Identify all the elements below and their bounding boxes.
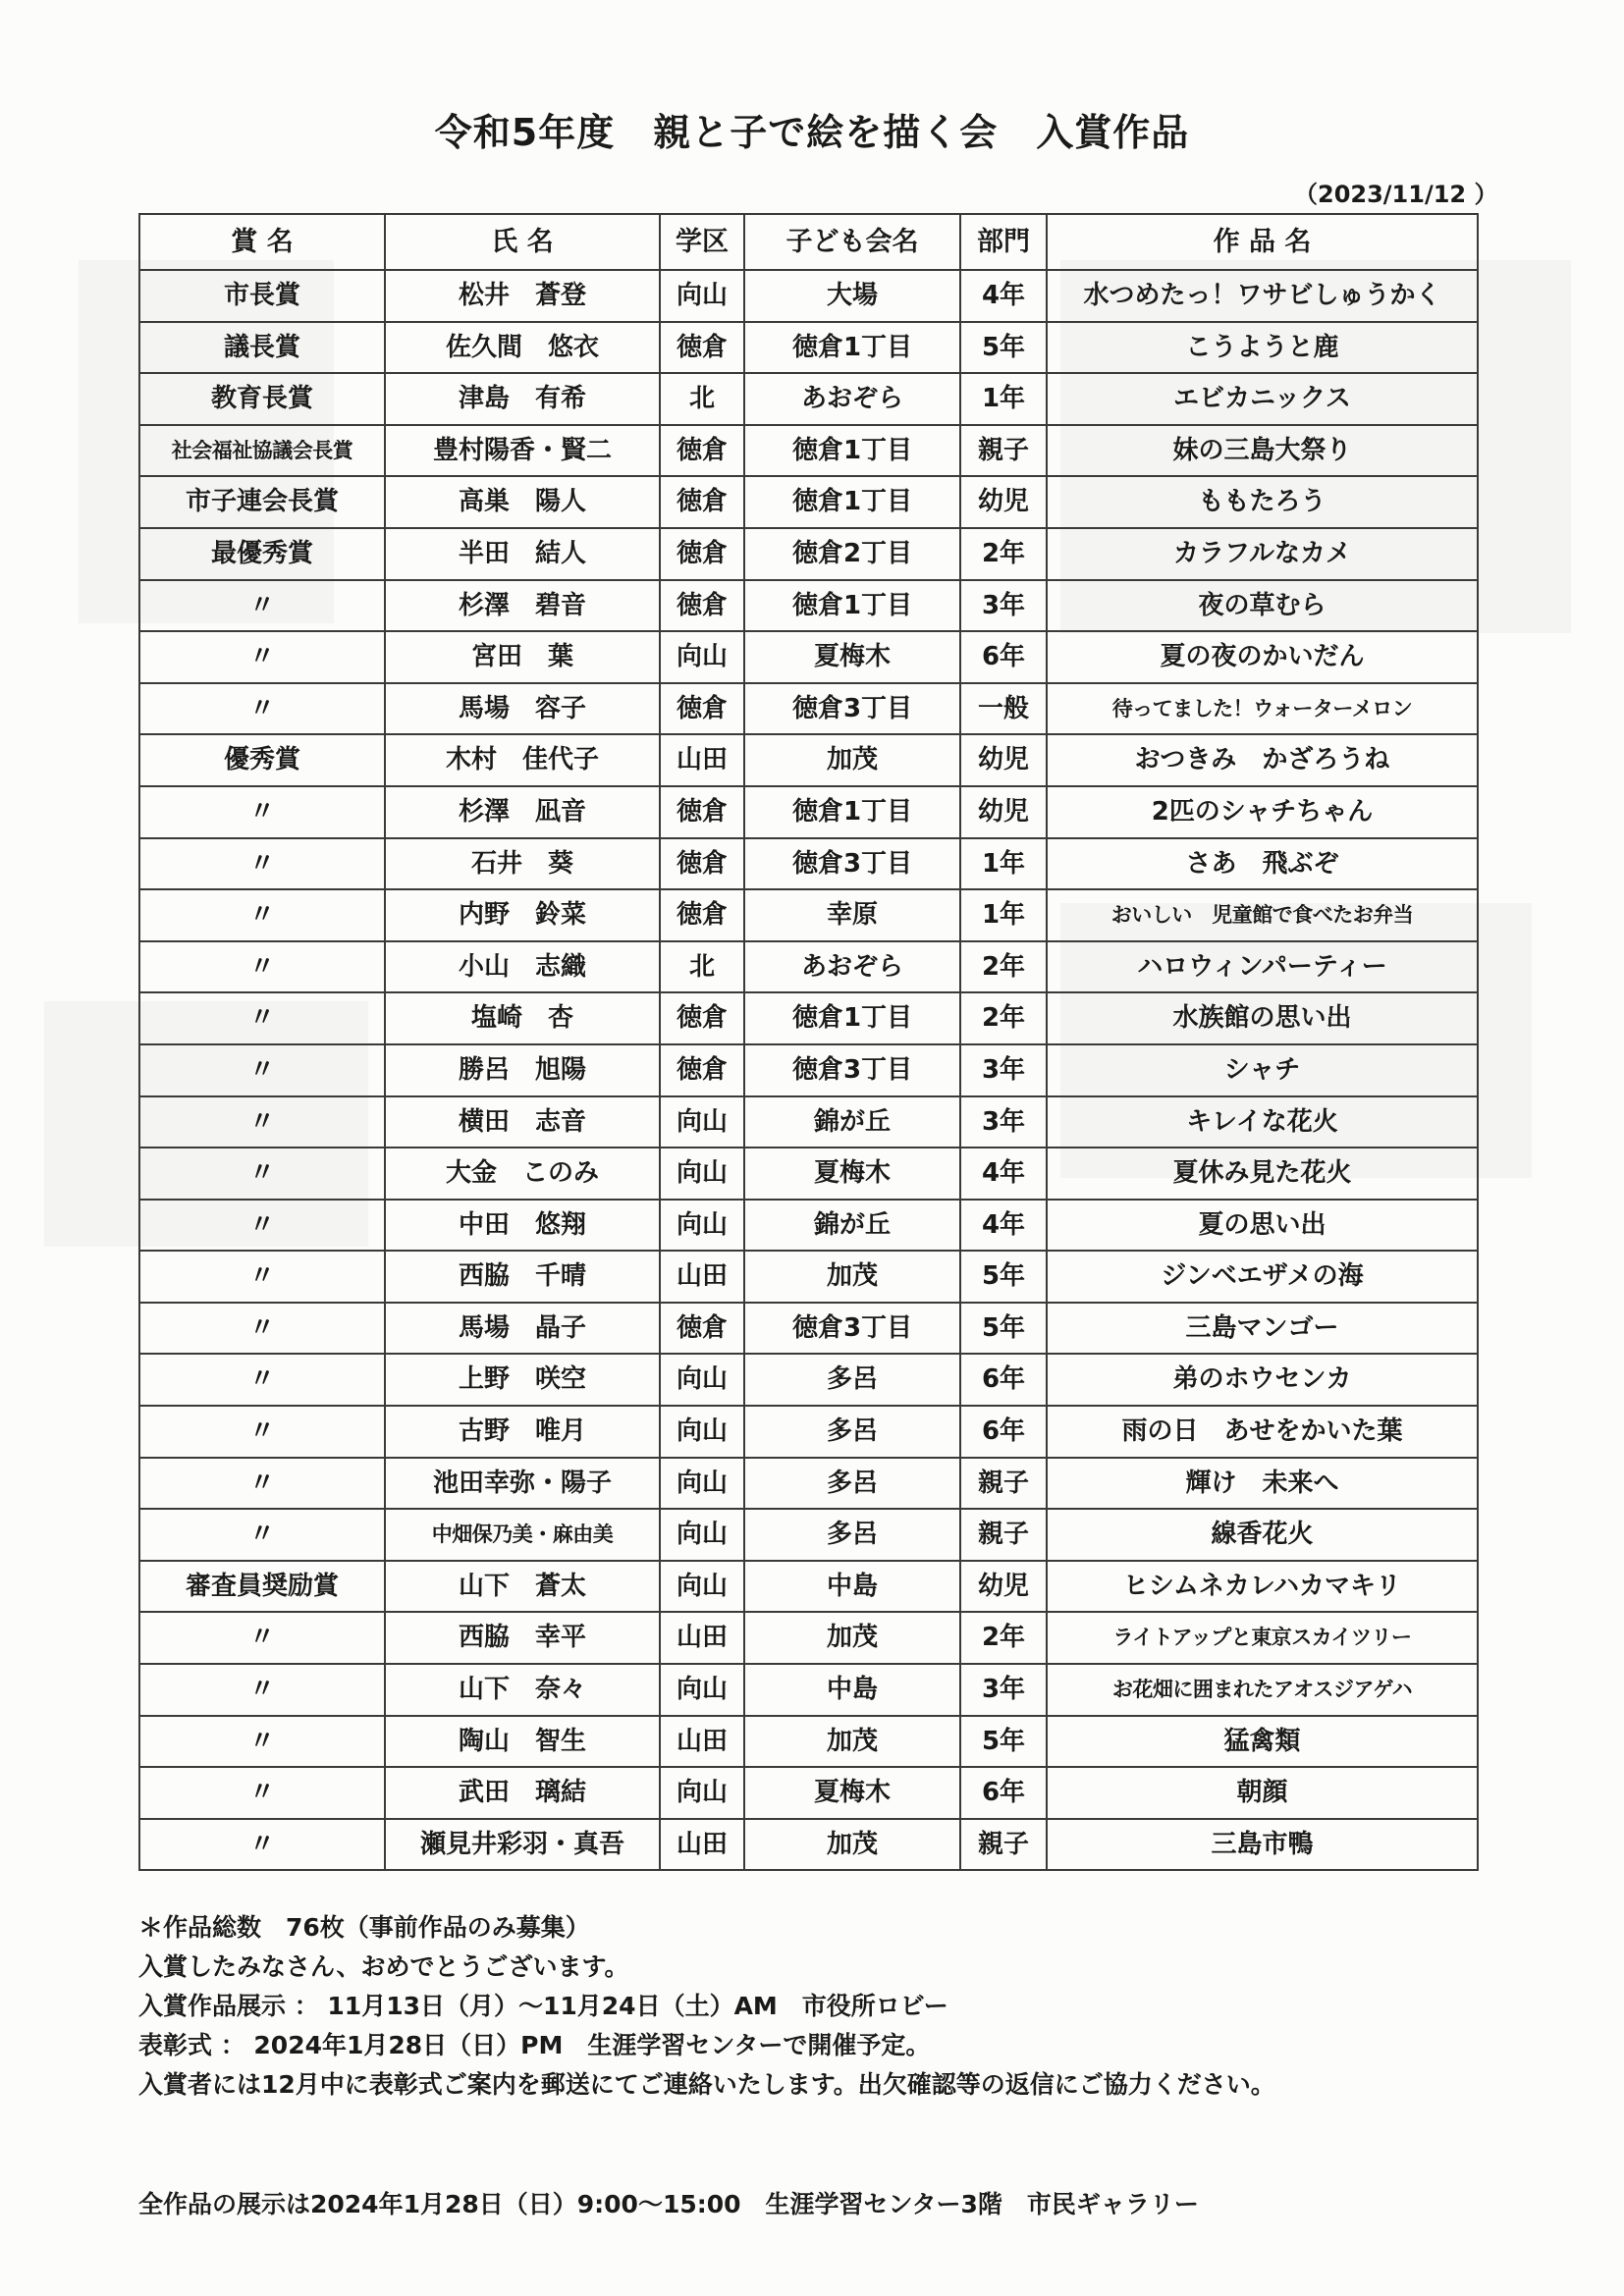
table-row xyxy=(139,1354,1478,1406)
school-district-cell: 向山 xyxy=(660,631,744,683)
division-cell: 6年 xyxy=(960,1354,1047,1406)
club-cell: 徳倉1丁目 xyxy=(744,322,960,374)
school-district-cell: 徳倉 xyxy=(660,683,744,735)
school-district-cell: 徳倉 xyxy=(660,580,744,632)
club-cell: 大場 xyxy=(744,270,960,322)
division-cell: 3年 xyxy=(960,1096,1047,1148)
club-cell: 徳倉3丁目 xyxy=(744,1303,960,1355)
club-cell: 徳倉1丁目 xyxy=(744,992,960,1044)
table-row xyxy=(139,1509,1478,1561)
work-title-cell: 弟のホウセンカ xyxy=(1047,1354,1478,1406)
school-district-cell: 山田 xyxy=(660,1716,744,1768)
name-cell: 池田幸弥・陽子 xyxy=(385,1458,660,1510)
club-cell: 夏梅木 xyxy=(744,631,960,683)
name-cell: 古野 唯月 xyxy=(385,1406,660,1458)
club-cell: 中島 xyxy=(744,1561,960,1613)
work-title-cell: 三島市鴨 xyxy=(1047,1819,1478,1871)
division-cell: 幼児 xyxy=(960,734,1047,786)
table-row xyxy=(139,373,1478,425)
work-title-cell: ライトアップと東京スカイツリー xyxy=(1047,1612,1478,1664)
work-title-cell: 三島マンゴー xyxy=(1047,1303,1478,1355)
table-row xyxy=(139,1303,1478,1355)
award-cell: 〃 xyxy=(139,1354,385,1406)
table-row xyxy=(139,786,1478,838)
name-cell: 内野 鈴菜 xyxy=(385,889,660,941)
table-row xyxy=(139,1406,1478,1458)
club-cell: 徳倉1丁目 xyxy=(744,425,960,477)
table-row xyxy=(139,1664,1478,1716)
award-cell: 〃 xyxy=(139,1612,385,1664)
name-cell: 松井 蒼登 xyxy=(385,270,660,322)
award-cell: 〃 xyxy=(139,1096,385,1148)
award-cell: 〃 xyxy=(139,1767,385,1819)
work-title-cell: 夏の思い出 xyxy=(1047,1200,1478,1252)
division-cell: 2年 xyxy=(960,941,1047,993)
work-title-cell: カラフルなカメ xyxy=(1047,528,1478,580)
award-cell: 〃 xyxy=(139,1303,385,1355)
table-row xyxy=(139,1458,1478,1510)
club-cell: 徳倉1丁目 xyxy=(744,476,960,528)
header-award: 賞 名 xyxy=(139,214,385,270)
name-cell: 塩崎 杏 xyxy=(385,992,660,1044)
table-row xyxy=(139,1148,1478,1200)
table-row xyxy=(139,1044,1478,1096)
award-cell: 〃 xyxy=(139,1200,385,1252)
work-title-cell: シャチ xyxy=(1047,1044,1478,1096)
division-cell: 幼児 xyxy=(960,476,1047,528)
school-district-cell: 徳倉 xyxy=(660,528,744,580)
name-cell: 佐久間 悠衣 xyxy=(385,322,660,374)
award-cell: 〃 xyxy=(139,1716,385,1768)
award-cell: 議長賞 xyxy=(139,322,385,374)
work-title-cell: 夏休み見た花火 xyxy=(1047,1148,1478,1200)
header-name: 氏 名 xyxy=(385,214,660,270)
school-district-cell: 向山 xyxy=(660,1509,744,1561)
award-cell: 市子連会長賞 xyxy=(139,476,385,528)
school-district-cell: 向山 xyxy=(660,270,744,322)
table-row xyxy=(139,1096,1478,1148)
name-cell: 馬場 晶子 xyxy=(385,1303,660,1355)
club-cell: 多呂 xyxy=(744,1458,960,1510)
name-cell: 武田 璃結 xyxy=(385,1767,660,1819)
club-cell: 多呂 xyxy=(744,1354,960,1406)
notes xyxy=(138,1908,1275,2105)
division-cell: 6年 xyxy=(960,1406,1047,1458)
work-title-cell: エビカニックス xyxy=(1047,373,1478,425)
name-cell: 西脇 幸平 xyxy=(385,1612,660,1664)
award-cell: 〃 xyxy=(139,1509,385,1561)
club-cell: 夏梅木 xyxy=(744,1148,960,1200)
school-district-cell: 向山 xyxy=(660,1561,744,1613)
award-cell: 〃 xyxy=(139,1406,385,1458)
table-row xyxy=(139,838,1478,890)
school-district-cell: 向山 xyxy=(660,1354,744,1406)
work-title-cell: ジンベエザメの海 xyxy=(1047,1251,1478,1303)
division-cell: 6年 xyxy=(960,1767,1047,1819)
division-cell: 2年 xyxy=(960,992,1047,1044)
division-cell: 2年 xyxy=(960,1612,1047,1664)
school-district-cell: 徳倉 xyxy=(660,786,744,838)
work-title-cell: 朝顔 xyxy=(1047,1767,1478,1819)
award-cell: 審査員奨励賞 xyxy=(139,1561,385,1613)
school-district-cell: 北 xyxy=(660,941,744,993)
school-district-cell: 山田 xyxy=(660,1819,744,1871)
club-cell: 夏梅木 xyxy=(744,1767,960,1819)
work-title-cell: 妹の三島大祭り xyxy=(1047,425,1478,477)
work-title-cell: おつきみ かざろうね xyxy=(1047,734,1478,786)
division-cell: 4年 xyxy=(960,1148,1047,1200)
page-title: 令和5年度 親と子で絵を描く会 入賞作品 xyxy=(434,111,1190,154)
name-cell: 馬場 容子 xyxy=(385,683,660,735)
school-district-cell: 向山 xyxy=(660,1458,744,1510)
header-school-district: 学区 xyxy=(660,214,744,270)
work-title-cell: キレイな花火 xyxy=(1047,1096,1478,1148)
award-cell: 〃 xyxy=(139,683,385,735)
document-date: （2023/11/12 ） xyxy=(1294,181,1498,208)
work-title-cell: お花畑に囲まれたアオスジアゲハ xyxy=(1047,1664,1478,1716)
table-row xyxy=(139,1200,1478,1252)
work-title-cell: 夏の夜のかいだん xyxy=(1047,631,1478,683)
club-cell: 錦が丘 xyxy=(744,1096,960,1148)
school-district-cell: 向山 xyxy=(660,1767,744,1819)
award-cell: 市長賞 xyxy=(139,270,385,322)
name-cell: 山下 蒼太 xyxy=(385,1561,660,1613)
division-cell: 1年 xyxy=(960,373,1047,425)
club-cell: 徳倉1丁目 xyxy=(744,580,960,632)
club-cell: 多呂 xyxy=(744,1406,960,1458)
table-row xyxy=(139,528,1478,580)
name-cell: 西脇 千晴 xyxy=(385,1251,660,1303)
division-cell: 5年 xyxy=(960,322,1047,374)
name-cell: 杉澤 凪音 xyxy=(385,786,660,838)
name-cell: 瀬見井彩羽・真吾 xyxy=(385,1819,660,1871)
note-exhibition: 入賞作品展示 ： 11月13日（月）～11月24日（土）AM 市役所ロビー xyxy=(138,1992,948,2020)
table-row xyxy=(139,322,1478,374)
header-club: 子ども会名 xyxy=(744,214,960,270)
footer-exhibition-info: 全作品の展示は2024年1月28日（日）9:00～15:00 生涯学習センター3階 市民ギャラリー xyxy=(138,2190,1199,2218)
note-ceremony: 表彰式 ： 2024年1月28日（日）PM 生涯学習センターで開催予定。 xyxy=(138,2031,931,2059)
work-title-cell: 待ってました！ウォーターメロン xyxy=(1047,683,1478,735)
note-invitation: 入賞者には12月中に表彰式ご案内を郵送にてご連絡いたします。出欠確認等の返信にご協力ください。 xyxy=(138,2070,1275,2099)
division-cell: 一般 xyxy=(960,683,1047,735)
work-title-cell: 夜の草むら xyxy=(1047,580,1478,632)
club-cell: 加茂 xyxy=(744,1612,960,1664)
school-district-cell: 徳倉 xyxy=(660,838,744,890)
name-cell: 上野 咲空 xyxy=(385,1354,660,1406)
school-district-cell: 向山 xyxy=(660,1148,744,1200)
award-cell: 〃 xyxy=(139,1664,385,1716)
table-row xyxy=(139,1612,1478,1664)
award-cell: 〃 xyxy=(139,1458,385,1510)
school-district-cell: 山田 xyxy=(660,1251,744,1303)
name-cell: 大金 このみ xyxy=(385,1148,660,1200)
header-division: 部門 xyxy=(960,214,1047,270)
table-row xyxy=(139,941,1478,993)
award-cell: 〃 xyxy=(139,786,385,838)
header-work-title: 作 品 名 xyxy=(1047,214,1478,270)
award-cell: 優秀賞 xyxy=(139,734,385,786)
work-title-cell: 水族館の思い出 xyxy=(1047,992,1478,1044)
name-cell: 勝呂 旭陽 xyxy=(385,1044,660,1096)
division-cell: 2年 xyxy=(960,528,1047,580)
club-cell: 加茂 xyxy=(744,1819,960,1871)
division-cell: 親子 xyxy=(960,1819,1047,1871)
school-district-cell: 徳倉 xyxy=(660,425,744,477)
club-cell: 多呂 xyxy=(744,1509,960,1561)
school-district-cell: 北 xyxy=(660,373,744,425)
award-cell: 教育長賞 xyxy=(139,373,385,425)
name-cell: 杉澤 碧音 xyxy=(385,580,660,632)
award-cell: 〃 xyxy=(139,889,385,941)
table-row xyxy=(139,580,1478,632)
club-cell: 徳倉3丁目 xyxy=(744,1044,960,1096)
school-district-cell: 向山 xyxy=(660,1664,744,1716)
division-cell: 4年 xyxy=(960,270,1047,322)
division-cell: 1年 xyxy=(960,838,1047,890)
work-title-cell: 2匹のシャチちゃん xyxy=(1047,786,1478,838)
school-district-cell: 向山 xyxy=(660,1200,744,1252)
division-cell: 3年 xyxy=(960,580,1047,632)
name-cell: 木村 佳代子 xyxy=(385,734,660,786)
work-title-cell: 水つめたっ！ワサビしゅうかく xyxy=(1047,270,1478,322)
name-cell: 陶山 智生 xyxy=(385,1716,660,1768)
name-cell: 小山 志織 xyxy=(385,941,660,993)
note-congratulations: 入賞したみなさん、おめでとうございます。 xyxy=(138,1952,629,1981)
school-district-cell: 徳倉 xyxy=(660,992,744,1044)
work-title-cell: ももたろう xyxy=(1047,476,1478,528)
club-cell: 中島 xyxy=(744,1664,960,1716)
award-cell: 〃 xyxy=(139,941,385,993)
name-cell: 中畑保乃美・麻由美 xyxy=(385,1509,660,1561)
club-cell: あおぞら xyxy=(744,941,960,993)
club-cell: 徳倉3丁目 xyxy=(744,683,960,735)
table-row xyxy=(139,889,1478,941)
school-district-cell: 向山 xyxy=(660,1406,744,1458)
award-cell: 〃 xyxy=(139,838,385,890)
award-cell: 〃 xyxy=(139,1251,385,1303)
work-title-cell: ヒシムネカレハカマキリ xyxy=(1047,1561,1478,1613)
table-row xyxy=(139,270,1478,322)
table-row xyxy=(139,1716,1478,1768)
work-title-cell: さあ 飛ぶぞ xyxy=(1047,838,1478,890)
name-cell: 中田 悠翔 xyxy=(385,1200,660,1252)
award-cell: 最優秀賞 xyxy=(139,528,385,580)
division-cell: 親子 xyxy=(960,1509,1047,1561)
school-district-cell: 徳倉 xyxy=(660,476,744,528)
table-row xyxy=(139,1251,1478,1303)
club-cell: 加茂 xyxy=(744,1251,960,1303)
name-cell: 横田 志音 xyxy=(385,1096,660,1148)
work-title-cell: 雨の日 あせをかいた葉 xyxy=(1047,1406,1478,1458)
school-district-cell: 徳倉 xyxy=(660,1303,744,1355)
award-cell: 社会福祉協議会長賞 xyxy=(139,425,385,477)
table-row xyxy=(139,683,1478,735)
award-cell: 〃 xyxy=(139,1148,385,1200)
table-row xyxy=(139,476,1478,528)
club-cell: 加茂 xyxy=(744,1716,960,1768)
division-cell: 5年 xyxy=(960,1716,1047,1768)
division-cell: 5年 xyxy=(960,1251,1047,1303)
table-row xyxy=(139,631,1478,683)
table-row xyxy=(139,992,1478,1044)
table-row xyxy=(139,1819,1478,1871)
name-cell: 半田 結人 xyxy=(385,528,660,580)
school-district-cell: 向山 xyxy=(660,1096,744,1148)
work-title-cell: おいしい 児童館で食べたお弁当 xyxy=(1047,889,1478,941)
name-cell: 石井 葵 xyxy=(385,838,660,890)
club-cell: 錦が丘 xyxy=(744,1200,960,1252)
division-cell: 親子 xyxy=(960,425,1047,477)
division-cell: 1年 xyxy=(960,889,1047,941)
club-cell: 加茂 xyxy=(744,734,960,786)
work-title-cell: 猛禽類 xyxy=(1047,1716,1478,1768)
name-cell: 豊村陽香・賢二 xyxy=(385,425,660,477)
award-cell: 〃 xyxy=(139,1819,385,1871)
work-title-cell: 輝け 未来へ xyxy=(1047,1458,1478,1510)
division-cell: 4年 xyxy=(960,1200,1047,1252)
award-cell: 〃 xyxy=(139,631,385,683)
work-title-cell: こうようと鹿 xyxy=(1047,322,1478,374)
note-total-works: ＊作品総数 76枚（事前作品のみ募集） xyxy=(138,1913,590,1942)
school-district-cell: 徳倉 xyxy=(660,889,744,941)
table-header-row xyxy=(139,214,1478,270)
school-district-cell: 山田 xyxy=(660,734,744,786)
school-district-cell: 徳倉 xyxy=(660,322,744,374)
award-cell: 〃 xyxy=(139,580,385,632)
awards-table xyxy=(138,213,1479,1871)
name-cell: 宮田 葉 xyxy=(385,631,660,683)
club-cell: 幸原 xyxy=(744,889,960,941)
table-row xyxy=(139,1767,1478,1819)
division-cell: 幼児 xyxy=(960,786,1047,838)
name-cell: 津島 有希 xyxy=(385,373,660,425)
name-cell: 高巣 陽人 xyxy=(385,476,660,528)
work-title-cell: ハロウィンパーティー xyxy=(1047,941,1478,993)
name-cell: 山下 奈々 xyxy=(385,1664,660,1716)
award-cell: 〃 xyxy=(139,1044,385,1096)
award-rows xyxy=(139,270,1478,1870)
club-cell: 徳倉2丁目 xyxy=(744,528,960,580)
division-cell: 6年 xyxy=(960,631,1047,683)
school-district-cell: 徳倉 xyxy=(660,1044,744,1096)
award-cell: 〃 xyxy=(139,992,385,1044)
table-row xyxy=(139,734,1478,786)
division-cell: 親子 xyxy=(960,1458,1047,1510)
club-cell: あおぞら xyxy=(744,373,960,425)
club-cell: 徳倉1丁目 xyxy=(744,786,960,838)
club-cell: 徳倉3丁目 xyxy=(744,838,960,890)
table-row xyxy=(139,1561,1478,1613)
division-cell: 3年 xyxy=(960,1044,1047,1096)
work-title-cell: 線香花火 xyxy=(1047,1509,1478,1561)
division-cell: 3年 xyxy=(960,1664,1047,1716)
table-row xyxy=(139,425,1478,477)
school-district-cell: 山田 xyxy=(660,1612,744,1664)
division-cell: 幼児 xyxy=(960,1561,1047,1613)
division-cell: 5年 xyxy=(960,1303,1047,1355)
